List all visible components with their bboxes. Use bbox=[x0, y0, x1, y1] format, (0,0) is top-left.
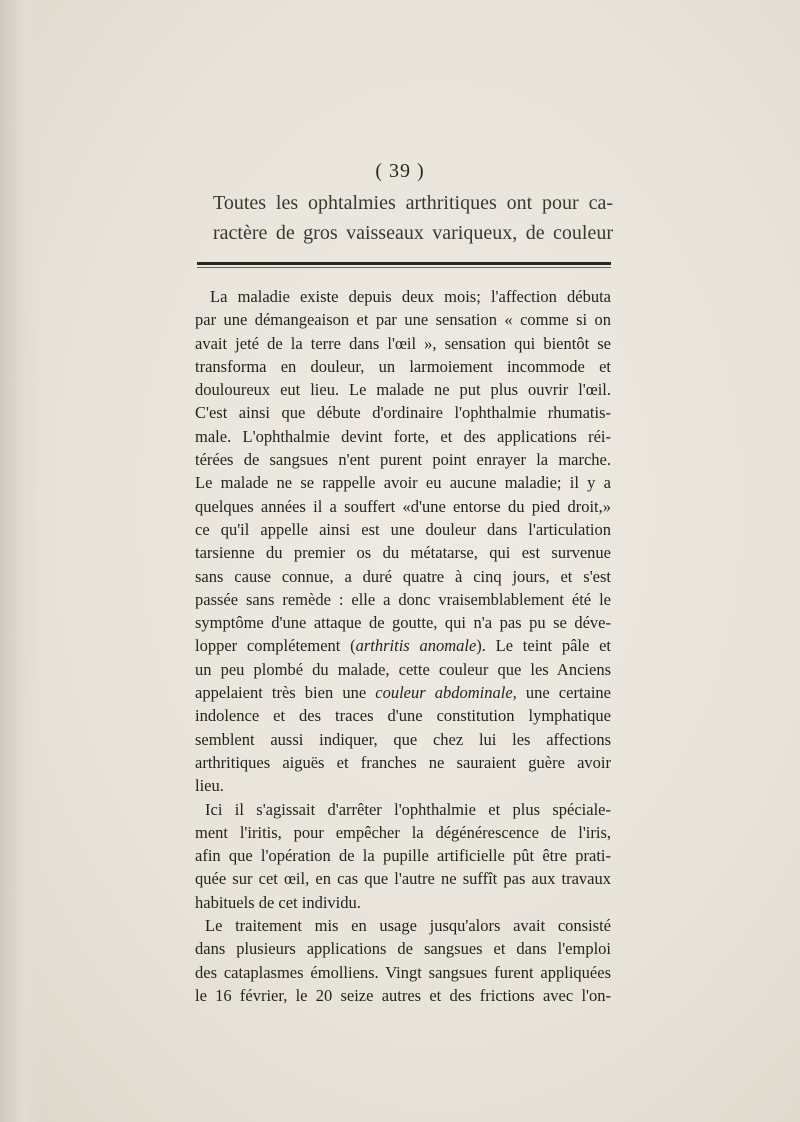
body-line: passée sans remède : elle a donc vraisemblablement été le bbox=[195, 589, 611, 609]
body-line: symptôme d'une attaque de goutte, qui n'a pas pu se déve- bbox=[195, 613, 611, 633]
body-line: tarsienne du premier os du métatarse, qui est survenue bbox=[195, 543, 611, 563]
body-line: transforma en douleur, un larmoiement incommode et bbox=[195, 356, 611, 376]
body-line: C'est ainsi que débute d'ordinaire l'ophthalmie rhumatis- bbox=[195, 403, 611, 423]
body-line: avait jeté de la terre dans l'œil », sensation qui bientôt se bbox=[195, 333, 611, 353]
body-line: afin que l'opération de la pupille artificielle pût être prati- bbox=[195, 846, 611, 866]
body-line: Le traitement mis en usage jusqu'alors avait consisté bbox=[205, 916, 611, 936]
body-line: quée sur cet œil, en cas que l'autre ne suffît pas aux travaux bbox=[195, 869, 611, 889]
separator-rule bbox=[197, 262, 611, 265]
body-line: appelaient très bien une couleur abdominale, une certaine bbox=[195, 683, 611, 703]
body-line: semblent aussi indiquer, que chez lui les affections bbox=[195, 729, 611, 749]
body-line: un peu plombé du malade, cette couleur que les Anciens bbox=[195, 659, 611, 679]
body-line: male. L'ophthalmie devint forte, et des applications réi- bbox=[195, 426, 611, 446]
heading-line: Toutes les ophtalmies arthritiques ont pour ca- bbox=[213, 192, 613, 214]
body-line: sans cause connue, a duré quatre à cinq jours, et s'est bbox=[195, 566, 611, 586]
body-line: lieu. bbox=[195, 776, 224, 796]
body-line: ce qu'il appelle ainsi est une douleur dans l'articulation bbox=[195, 519, 611, 539]
heading-line: ractère de gros vaisseaux variqueux, de couleur bbox=[213, 222, 613, 244]
separator-rule-thin bbox=[197, 267, 611, 268]
body-line: ment l'iritis, pour empêcher la dégénérescence de l'iris, bbox=[195, 822, 611, 842]
body-line: Le malade ne se rappelle avoir eu aucune maladie; il y a bbox=[195, 473, 611, 493]
body-line: La maladie existe depuis deux mois; l'affection débuta bbox=[210, 287, 611, 306]
body-line: Ici il s'agissait d'arrêter l'ophthalmie et plus spéciale- bbox=[205, 799, 611, 819]
body-line: par une démangeaison et par une sensation « comme si on bbox=[195, 310, 611, 330]
body-line: quelques années il a souffert «d'une entorse du pied droit,» bbox=[195, 496, 611, 516]
body-line: habituels de cet individu. bbox=[195, 892, 361, 912]
body-line: des cataplasmes émolliens. Vingt sangsues furent appliquées bbox=[195, 962, 611, 982]
page-number: ( 39 ) bbox=[375, 160, 425, 182]
heading-block bbox=[213, 188, 613, 248]
body-line: indolence et des traces d'une constitution lymphatique bbox=[195, 706, 611, 726]
body-line: douloureux eut lieu. Le malade ne put plus ouvrir l'œil. bbox=[195, 380, 611, 400]
body-line: lopper complétement (arthritis anomale). Le teint pâle et bbox=[195, 636, 611, 656]
body-text bbox=[195, 285, 611, 1007]
body-line: dans plusieurs applications de sangsues et dans l'emploi bbox=[195, 939, 611, 959]
body-line: le 16 février, le 20 seize autres et des frictions avec l'on- bbox=[195, 985, 611, 1005]
body-line: térées de sangsues n'ent purent point enrayer la marche. bbox=[195, 450, 611, 470]
body-line: arthritiques aiguës et franches ne sauraient guère avoir bbox=[195, 752, 611, 772]
